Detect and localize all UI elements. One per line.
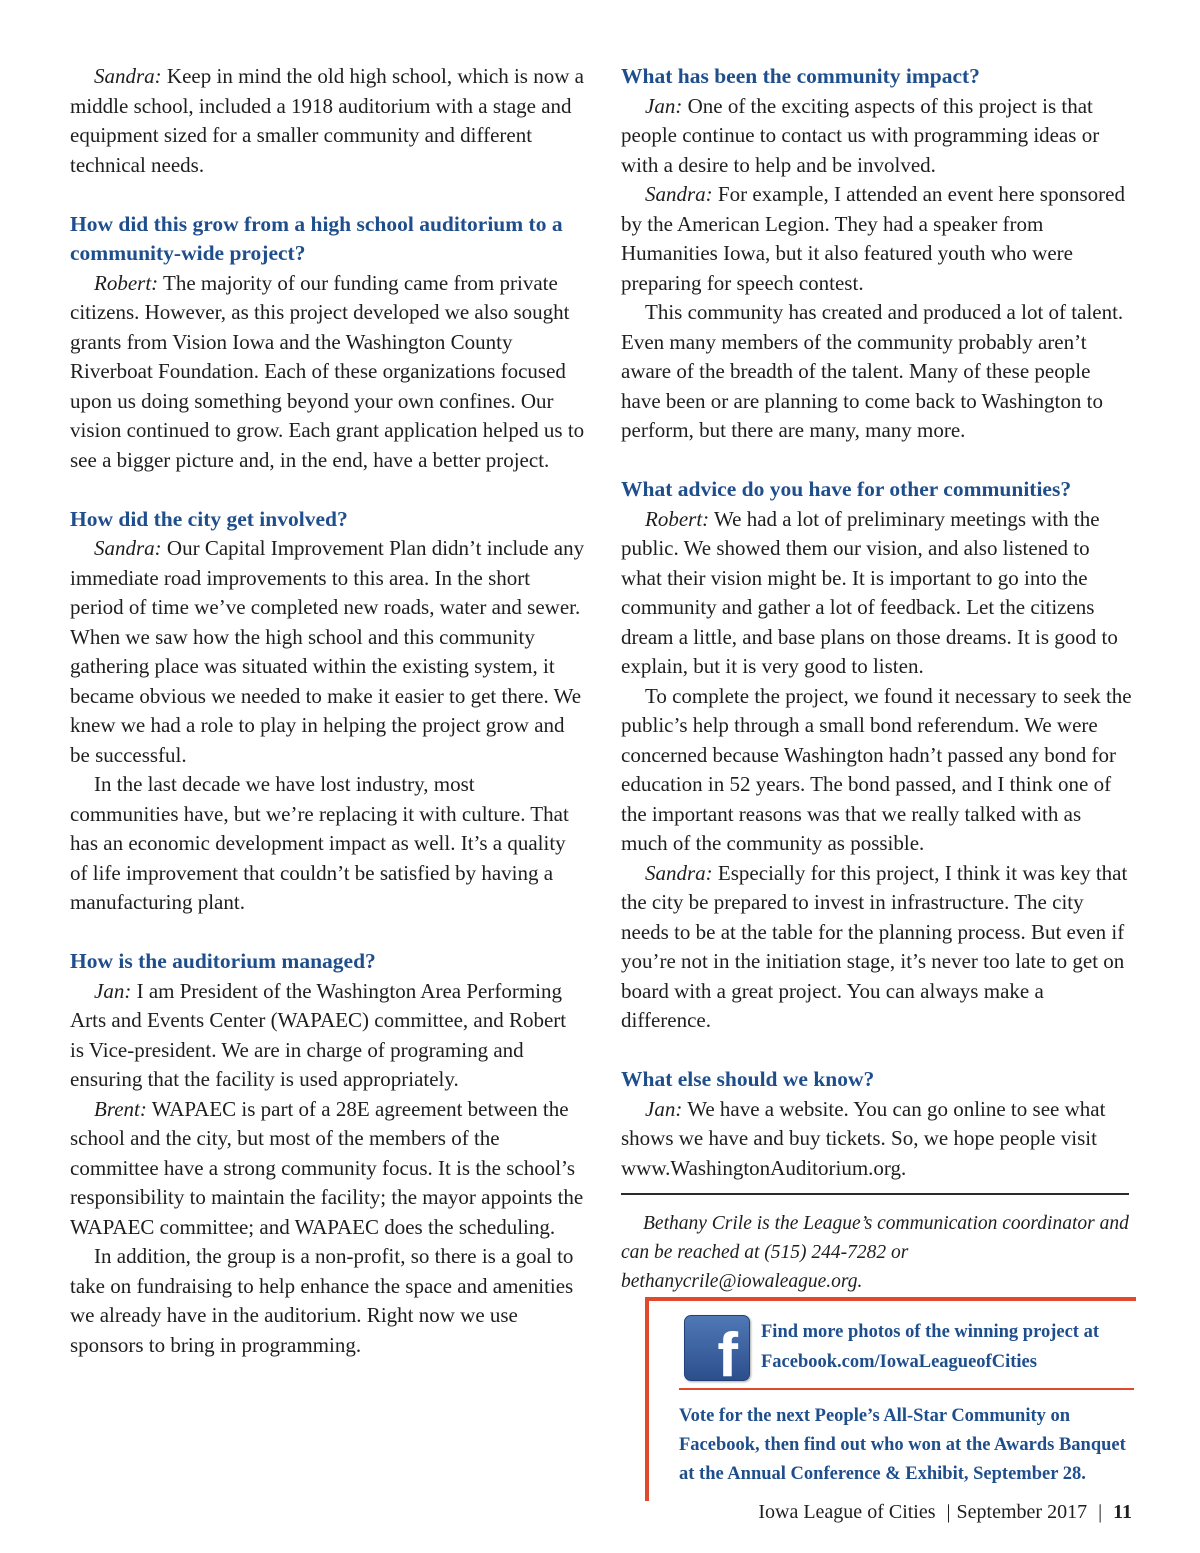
paragraph	[621, 1095, 1133, 1184]
right-column	[621, 62, 1133, 1183]
facebook-icon[interactable]	[684, 1315, 750, 1381]
facebook-photos-link[interactable]: Find more photos of the winning project at Facebook.com/IowaLeagueofCities	[761, 1322, 1099, 1372]
paragraph-text: The majority of our funding came from private citizens. However, as this project developed we also sought grants from Vision Iowa and the Washington County Riverboat Foundation. Each of these organizations focused upon us doing something beyond your own confines. Our vision continued to grow. Each grant application helped us to see a bigger picture and, in the end, have a better project.	[70, 270, 585, 472]
speaker-name: Sandra:	[94, 64, 162, 88]
paragraph	[621, 505, 1133, 682]
section-heading: What else should we know?	[621, 1067, 875, 1091]
speaker-name: Jan:	[645, 93, 683, 118]
paragraph-text: WAPAEC is part of a 28E agreement between the school and the city, but most of the members of the committee have a strong community focus. It is the school’s responsibility to maintain the facility; the mayor appoints the WAPAEC committee; and WAPAEC does the scheduling.	[70, 1096, 584, 1239]
paragraph	[70, 269, 585, 476]
paragraph-text: I am President of the Washington Area Performing Arts and Events Center (WAPAEC) committee, and Robert is Vice-president. We are in charge of programing and ensuring that the facility is used appropriately.	[70, 978, 567, 1091]
paragraph	[621, 180, 1133, 298]
paragraph: In the last decade we have lost industry, most communities have, but we’re replacing it with culture. That has an economic development impact as well. It’s a quality of life improvement that couldn’t be satisfied by having a manufacturing plant.	[70, 772, 569, 914]
author-bio: Bethany Crile is the League’s communication coordinator and can be reached at (515) 244-7282 or bethanycrile@iowaleague.org.	[621, 1213, 1129, 1292]
paragraph	[621, 859, 1133, 1036]
section-heading: How did the city get involved?	[70, 506, 348, 531]
speaker-name: Jan:	[94, 978, 132, 1003]
section-heading: How did this grow from a high school auditorium to a community-wide project?	[70, 211, 563, 265]
page-footer	[758, 1497, 1132, 1527]
paragraph: To complete the project, we found it necessary to seek the public’s help through a small bond referendum. We were concerned because Washington hadn’t passed any bond for education in 52 years. The bond passed, and I think one of the important reasons was that we really talked with as much of the community as possible.	[621, 683, 1132, 855]
bio-divider	[621, 1193, 1129, 1195]
footer-separator: |	[946, 1501, 951, 1523]
paragraph-text: For example, I attended an event here sponsored by the American Legion. They had a speaker from Humanities Iowa, but it also featured youth who were preparing for speech contest.	[621, 182, 1125, 295]
paragraph-text: Especially for this project, I think it was key that the city be prepared to invest in infrastructure. The city needs to be at the table for the planning process. But even if you’re not in the initiation stage, it’s never too late to get on board with a great project. You can always make a difference.	[621, 860, 1128, 1032]
paragraph-text: We had a lot of preliminary meetings with the public. We showed them our vision, and also listened to what their vision might be. It is important to go into the community and gather a lot of feedback. Let the citizens dream a little, and base plans on those dreams. It is good to explain, but it is very good to listen.	[621, 506, 1118, 678]
vote-message: Vote for the next People’s All-Star Community on Facebook, then find out who won at the Awards Banquet at the Annual Conference & Exhibit, September 28.	[679, 1406, 1126, 1484]
section-heading: What has been the community impact?	[621, 64, 980, 88]
issue-date: September 2017	[956, 1501, 1088, 1523]
paragraph-text: We have a website. You can go online to see what shows we have and buy tickets. So, we hope people visit www.WashingtonAuditorium.org.	[621, 1096, 1106, 1180]
callout-divider	[679, 1388, 1134, 1390]
paragraph	[70, 62, 585, 180]
footer-separator: |	[1098, 1501, 1103, 1523]
section-heading: What advice do you have for other communities?	[621, 477, 1072, 501]
paragraph	[70, 977, 585, 1095]
left-column	[70, 62, 585, 1360]
speaker-name: Sandra:	[645, 860, 713, 885]
paragraph-text: One of the exciting aspects of this project is that people continue to contact us with programming ideas or with a desire to help and be involved.	[621, 93, 1100, 177]
section-heading: How is the auditorium managed?	[70, 949, 376, 973]
speaker-name: Sandra:	[94, 536, 162, 560]
facebook-icon-letter: f	[717, 1321, 738, 1381]
page-number: 11	[1113, 1501, 1132, 1523]
paragraph	[70, 1095, 585, 1243]
paragraph-text: Keep in mind the old high school, which is now a middle school, included a 1918 auditorium with a stage and equipment sized for a smaller community and different technical needs.	[70, 64, 584, 177]
paragraph: In addition, the group is a non-profit, so there is a goal to take on fundraising to help enhance the space and amenities we already have in the auditorium. Right now we use sponsors to bring in programming.	[70, 1244, 574, 1357]
paragraph	[621, 92, 1133, 181]
paragraph: This community has created and produced a lot of talent. Even many members of the community probably aren’t aware of the breadth of the talent. Many of these people have been or are planning to come back to Washington to perform, but there are many, many more.	[621, 300, 1124, 442]
speaker-name: Robert:	[94, 270, 159, 295]
speaker-name: Jan:	[645, 1096, 683, 1121]
paragraph-text: Our Capital Improvement Plan didn’t include any immediate road improvements to this area. In the short period of time we’ve completed new roads, water and sewer. When we saw how the high school and this community gathering place was situated within the existing system, it became obvious we needed to make it easier to get there. We knew we had a role to play in helping the project grow and be successful.	[70, 536, 585, 767]
facebook-callout	[645, 1297, 1136, 1501]
paragraph	[70, 534, 585, 770]
speaker-name: Brent:	[94, 1096, 147, 1121]
speaker-name: Sandra:	[645, 182, 713, 206]
publication-name: Iowa League of Cities	[758, 1501, 936, 1523]
speaker-name: Robert:	[645, 506, 710, 531]
